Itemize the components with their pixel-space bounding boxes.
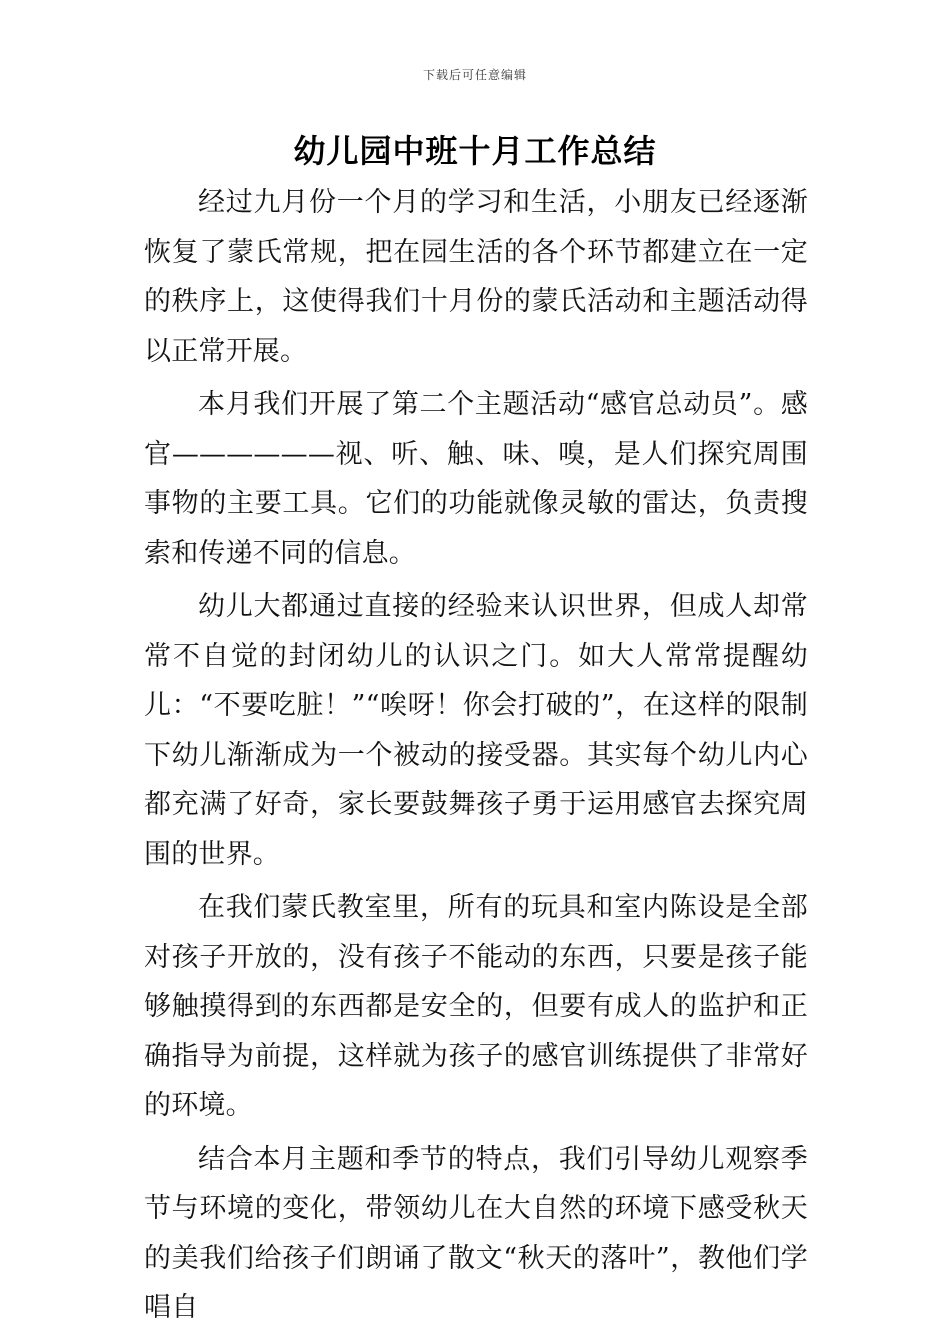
paragraph-4: 在我们蒙氏教室里，所有的玩具和室内陈设是全部对孩子开放的，没有孩子不能动的东西，只要是孩子能够触摸得到的东西都是安全的，但要有成人的监护和正确指导为前提，这样就为孩子的感官训练提供了非常好的环境。 [144,892,808,1121]
header-note: 下载后可任意编辑 [422,68,527,82]
document-title: 幼儿园中班十月工作总结 [293,132,657,170]
paragraph-3: 幼儿大都通过直接的经验来认识世界，但成人却常常不自觉的封闭幼儿的认识之门。如大人常常提醒幼儿：“不要吃脏！”“唉呀！你会打破的”，在这样的限制下幼儿渐渐成为一个被动的接受器。其实每个幼儿内心都充满了好奇，家长要鼓舞孩子勇于运用感官去探究周围的世界。 [144,591,808,870]
document-body [144,178,808,1337]
paragraph-5: 结合本月主题和季节的特点，我们引导幼儿观察季节与环境的变化，带领幼儿在大自然的环境下感受秋天的美我们给孩子们朗诵了散文“秋天的落叶”，教他们学唱自 [144,1143,808,1323]
paragraph-1: 经过九月份一个月的学习和生活，小朋友已经逐渐恢复了蒙氏常规，把在园生活的各个环节都建立在一定的秩序上，这使得我们十月份的蒙氏活动和主题活动得以正常开展。 [144,187,808,367]
paragraph-2: 本月我们开展了第二个主题活动“感官总动员”。感官——————视、听、触、味、嗅，是人们探究周围事物的主要工具。它们的功能就像灵敏的雷达，负责搜索和传递不同的信息。 [144,389,808,569]
